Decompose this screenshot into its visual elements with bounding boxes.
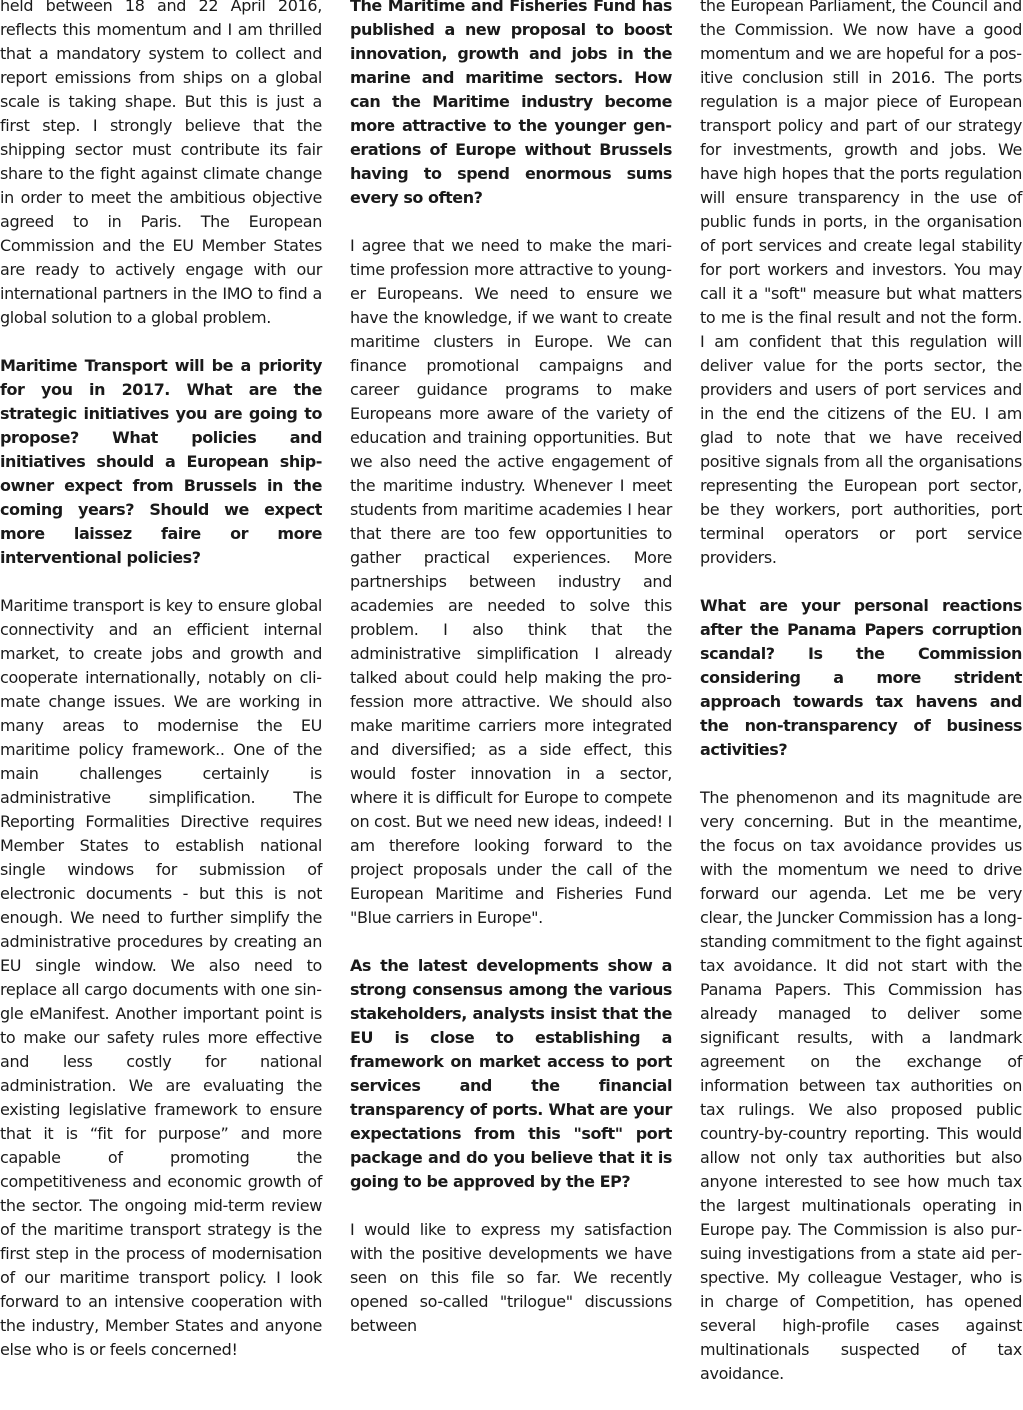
answer-paragraph: Maritime transport is key to ensure global connectivity and an efficient internal market, to create jobs and growth and cooperate internationally, notably on climate change issues. We are working in many areas to modernise the EU maritime policy framework.. One of the main challenges certainly is administrative simplification. The Reporting Formalities Directive requires Member States to establish national single windows for submission of electronic documents - but this is not enough. We need to further simplify the administrative procedures by creating an EU single window. We also need to replace all cargo documents with one single eManifest. Another important point is to make our safety rules more effective and less costly for national administration. We are evaluating the existing legislative framework to ensure that it is “fit for purpose” and more capable of promoting the competitiveness and economic growth of the sector. The ongoing mid-term review of the maritime transport strategy is the first step in the process of modernisation of our maritime transport policy. I look forward to an intensive cooperation with the industry, Member States and anyone else who is or feels concerned!	[0, 596, 322, 1359]
answer-paragraph: I would like to express my satisfaction with the positive developments we have seen on this file so far. We recently opened so-called "trilogue" discussions between	[350, 1220, 672, 1335]
answer-paragraph: held between 18 and 22 April 2016, reflects this momentum and I am thrilled that a mandatory system to collect and report emissions from ships on a global scale is taking shape. But this is just a first step. I strongly believe that the shipping sector must contribute its fair share to the fight against climate change in order to meet the ambitious objective agreed to in Paris. The European Commission and the EU Member States are ready to actively engage with our international partners in the IMO to find a global solution to a global problem.	[0, 0, 322, 327]
question-paragraph: The Maritime and Fisheries Fund has published a new proposal to boost innovation, growth and jobs in the marine and maritime sectors. How can the Maritime industry become more attractive to the younger generations of Europe without Brussels having to spend enormous sums every so often?	[350, 0, 672, 207]
text-column-2	[350, 0, 672, 1362]
text-column-3	[700, 0, 1022, 1410]
question-paragraph: What are your personal reactions after the Panama Papers corruption scandal? Is the Commission considering a more strident approach towards tax havens and the non-transparency of business activities?	[700, 596, 1022, 759]
text-column-1	[0, 0, 322, 1386]
answer-paragraph: the European Parliament, the Council and the Commission. We now have a good momentum and we are hopeful for a positive conclusion still in 2016. The ports regulation is a major piece of European transport policy and part of our strategy for investments, growth and jobs. We have high hopes that the ports regulation will ensure transparency in the use of public funds in ports, in the organisation of port services and create legal stability for port workers and investors. You may call it a "soft" measure but what matters to me is the final result and not the form. I am confident that this regulation will deliver value for the ports sector, the providers and users of port services and in the end the citizens of the EU. I am glad to note that we have received positive signals from all the organisations representing the European port sector, be they workers, port authorities, port terminal operators or port service providers.	[700, 0, 1022, 567]
question-paragraph: Maritime Transport will be a priority for you in 2017. What are the strategic initiatives you are going to propose? What policies and initiatives should a European ship-owner expect from Brussels in the coming years? Should we expect more laissez faire or more interventional policies?	[0, 356, 322, 567]
answer-paragraph: I agree that we need to make the maritime profession more attractive to younger Europeans. We need to ensure we have the knowledge, if we want to create maritime clusters in Europe. We can finance promotional campaigns and career guidance programs to make Europeans more aware of the variety of education and training opportunities. But we also need the active engagement of the maritime industry. Whenever I meet students from maritime academies I hear that there are too few opportunities to gather practical experiences. More partnerships between industry and academies are needed to solve this problem. I also think that the administrative simplification I already talked about could help making the profession more attractive. We should also make maritime carriers more integrated and diversified; as a side effect, this would foster innovation in a sector, where it is difficult for Europe to compete on cost. But we need new ideas, indeed! I am therefore looking forward to the project proposals under the call of the European Maritime and Fisheries Fund "Blue carriers in Europe".	[350, 236, 672, 927]
question-paragraph: As the latest developments show a strong consensus among the various stakeholders, analysts insist that the EU is close to establishing a framework on market access to port services and the financial transparency of ports. What are your expectations from this "soft" port package and do you believe that it is going to be approved by the EP?	[350, 956, 672, 1191]
answer-paragraph: The phenomenon and its magnitude are very concerning. But in the meantime, the focus on tax avoidance provides us with the momentum we need to drive forward our agenda. Let me be very clear, the Juncker Commission has a long-standing commitment to the fight against tax avoidance. It did not start with the Panama Papers. This Commission has already managed to deliver some significant results, with a landmark agreement on the exchange of information between tax authorities on tax rulings. We also proposed public country-by-country reporting. This would allow not only tax authorities but also anyone interested to see how much tax the largest multinationals operating in Europe pay. The Commission is also pursuing investigations from a state aid perspective. My colleague Vestager, who is in charge of Competition, has opened several high-profile cases against multinationals suspected of tax avoidance.	[700, 788, 1022, 1383]
